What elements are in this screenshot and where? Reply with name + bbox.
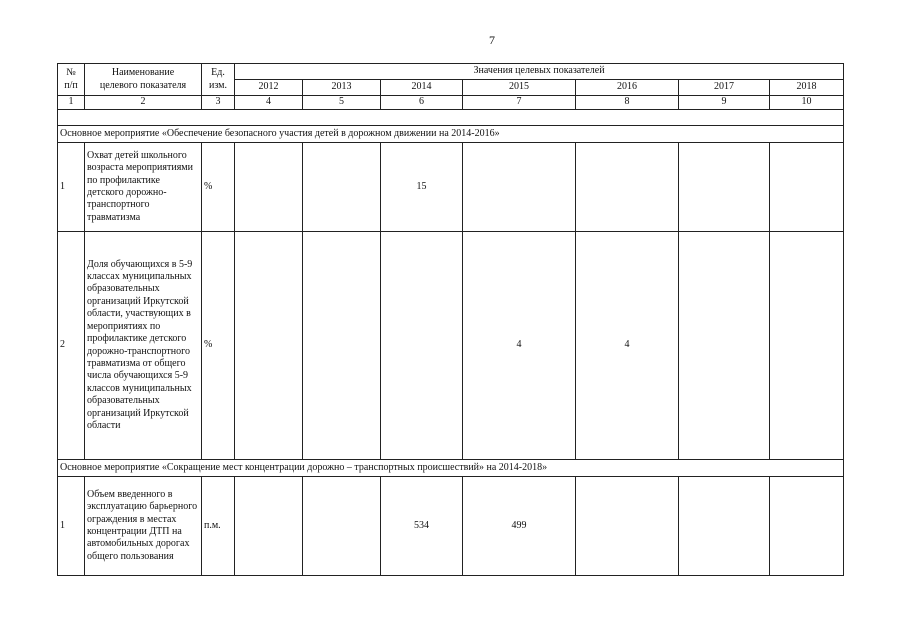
- row-num: 1: [58, 477, 85, 576]
- row-indicator-name: Доля обучающихся в 5-9 классах муниципальных образовательных организаций Иркутской области, участвующих в мероприятиях по профилактике детского дорожно-транспортного травматизма от общего числа обучающихся 5-9 классов муниципальных образовательных организаций Иркутской области: [85, 232, 202, 460]
- header-unit-line2: изм.: [209, 79, 227, 91]
- column-number: 2: [85, 96, 202, 110]
- row-num: 1: [58, 143, 85, 232]
- row-num: 2: [58, 232, 85, 460]
- header-unit: [202, 64, 235, 96]
- row-value-2016: [576, 477, 679, 576]
- row-unit: п.м.: [202, 477, 235, 576]
- table-row: [58, 232, 844, 460]
- header-year: 2012: [235, 80, 303, 96]
- row-unit: %: [202, 143, 235, 232]
- row-indicator-name: Объем введенного в эксплуатацию барьерного ограждения в местах концентрации ДТП на автомобильных дорогах общего пользования: [85, 477, 202, 576]
- header-unit-line1: Ед.: [211, 67, 225, 79]
- column-numbers-row: [58, 96, 844, 110]
- header-year: 2018: [770, 80, 844, 96]
- column-number: 7: [463, 96, 576, 110]
- section-title: Основное мероприятие «Обеспечение безопасного участия детей в дорожном движении на 2014-2016»: [58, 126, 844, 143]
- table-row: [58, 477, 844, 576]
- section-title: Основное мероприятие «Сокращение мест концентрации дорожно – транспортных происшествий» на 2014-2018»: [58, 460, 844, 477]
- section-title-row: [58, 460, 844, 477]
- target-indicators-table: [57, 63, 844, 576]
- table-row: [58, 143, 844, 232]
- header-year: 2015: [463, 80, 576, 96]
- column-number: 5: [303, 96, 381, 110]
- row-value-2015: 4: [463, 232, 576, 460]
- column-number: 6: [381, 96, 463, 110]
- row-indicator-name: Охват детей школьного возраста мероприятиями по профилактике детского дорожно-транспортного травматизма: [85, 143, 202, 232]
- row-value-2012: [235, 477, 303, 576]
- row-value-2014: 15: [381, 143, 463, 232]
- header-year: 2013: [303, 80, 381, 96]
- header-num-label: №: [66, 67, 76, 79]
- column-number: 3: [202, 96, 235, 110]
- header-values-title: Значения целевых показателей: [235, 64, 844, 80]
- row-value-2018: [770, 143, 844, 232]
- column-number: 9: [679, 96, 770, 110]
- header-num-sub: п/п: [64, 79, 78, 91]
- row-value-2012: [235, 143, 303, 232]
- column-number: 10: [770, 96, 844, 110]
- row-value-2016: 4: [576, 232, 679, 460]
- header-name: [85, 64, 202, 96]
- header-name-line2: целевого показателя: [99, 79, 187, 91]
- header-year: 2017: [679, 80, 770, 96]
- header-num: [58, 64, 85, 96]
- row-value-2018: [770, 232, 844, 460]
- row-value-2014: [381, 232, 463, 460]
- row-unit: %: [202, 232, 235, 460]
- row-value-2013: [303, 232, 381, 460]
- row-value-2012: [235, 232, 303, 460]
- header-name-line1: Наименование: [111, 67, 175, 79]
- row-value-2017: [679, 232, 770, 460]
- column-number: 4: [235, 96, 303, 110]
- row-value-2018: [770, 477, 844, 576]
- row-value-2017: [679, 143, 770, 232]
- row-value-2015: [463, 143, 576, 232]
- row-value-2016: [576, 143, 679, 232]
- header-year: 2014: [381, 80, 463, 96]
- spacer-row: [58, 110, 844, 126]
- spacer-cell: [58, 110, 844, 126]
- row-value-2015: 499: [463, 477, 576, 576]
- row-value-2013: [303, 477, 381, 576]
- section-title-row: [58, 126, 844, 143]
- column-number: 1: [58, 96, 85, 110]
- row-value-2013: [303, 143, 381, 232]
- column-number: 8: [576, 96, 679, 110]
- row-value-2017: [679, 477, 770, 576]
- page-number: 7: [489, 33, 495, 47]
- header-year: 2016: [576, 80, 679, 96]
- row-value-2014: 534: [381, 477, 463, 576]
